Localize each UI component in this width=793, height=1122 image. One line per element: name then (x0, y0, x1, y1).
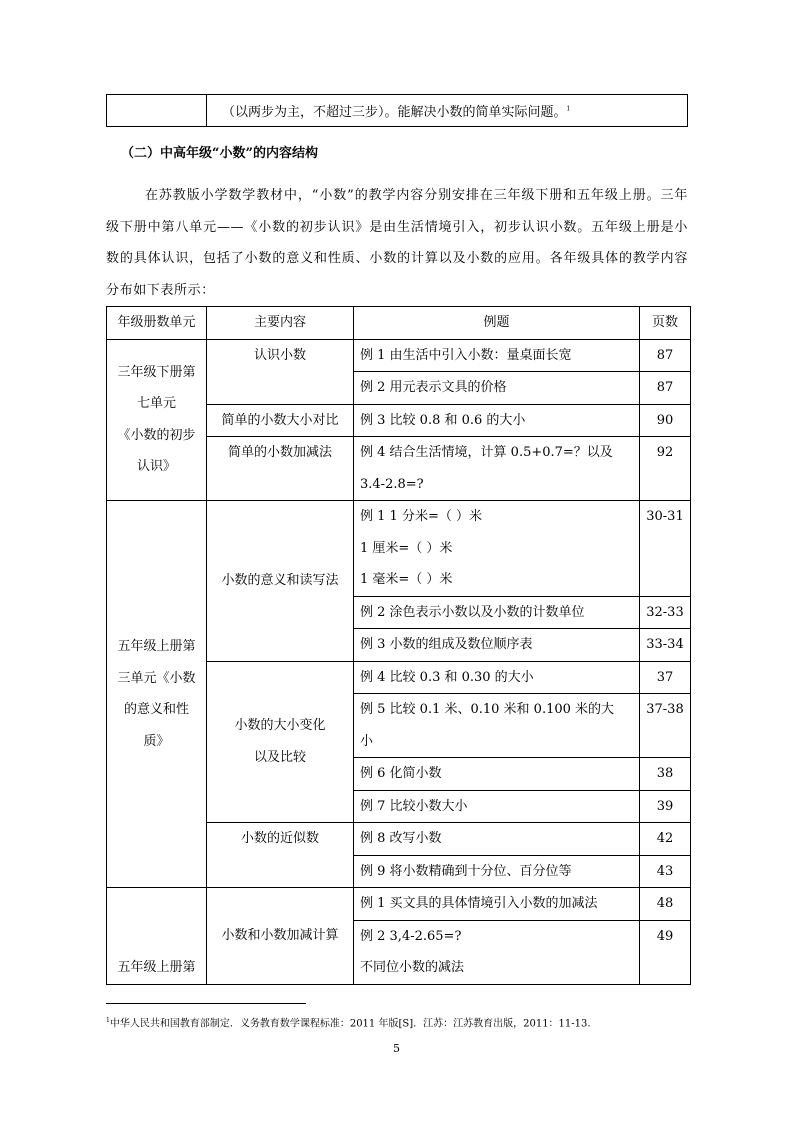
unit-line: 七单元 (136, 396, 176, 412)
page-cell: 33-34 (640, 629, 691, 662)
example-line: 例 3 小数的组成及数位顺序表 (360, 637, 533, 652)
example-cell (354, 694, 640, 758)
page-cell: 32-33 (640, 596, 691, 629)
unit-line: 质》 (143, 733, 170, 749)
page-cell: 87 (640, 372, 691, 405)
main-content-cell: 简单的小数加减法 (207, 437, 354, 501)
example-line: 例 2 用元表示文具的价格 (360, 380, 507, 395)
example-cell (354, 339, 640, 372)
table-header-row (107, 307, 691, 340)
unit-line: 五年级上册第 (117, 639, 196, 654)
header-main-content: 主要内容 (207, 307, 354, 340)
example-line: 3.4-2.8=? (360, 476, 424, 492)
page-cell: 39 (640, 790, 691, 823)
table-row (107, 501, 691, 597)
example-line: 1 毫米=（ ）米 (360, 572, 453, 587)
page-cell: 37-38 (640, 694, 691, 758)
unit-line: 的意义和性 (123, 702, 189, 717)
footnote (106, 1014, 591, 1031)
main-line: 小数的大小变化 (234, 718, 326, 734)
page-number: 5 (393, 1042, 400, 1055)
unit-line: 三单元《小数 (117, 670, 196, 686)
page-cell: 87 (640, 339, 691, 372)
page-cell: 37 (640, 661, 691, 694)
footnote-number: 1 (106, 1017, 110, 1024)
header-page: 页数 (640, 307, 691, 340)
section-heading: （二）中高年级“小数”的内容结构 (121, 146, 318, 161)
example-line: 例 8 改写小数 (360, 831, 442, 846)
example-cell (354, 855, 640, 888)
example-cell (354, 790, 640, 823)
unit-line: 《小数的初步 (117, 427, 196, 443)
example-line: 例 1 1 分米=（ ）米 (360, 509, 482, 524)
example-line: 例 3 比较 0.8 和 0.6 的大小 (360, 412, 526, 428)
example-line: 例 2 3,4-2.65=? (360, 928, 462, 944)
example-line: 不同位小数的减法 (360, 960, 465, 975)
example-cell (354, 888, 640, 921)
footnote-ref: 1 (566, 105, 571, 113)
example-line: 小 (360, 733, 374, 749)
cell-text: （以两步为主，不超过三步）。能解决小数的简单实际问题。 (222, 105, 567, 120)
example-line: 例 9 将小数精确到十分位、百分位等 (360, 863, 572, 879)
main-content-cell: 小数的近似数 (207, 823, 354, 888)
main-line: 以及比较 (253, 749, 306, 765)
example-cell (354, 920, 640, 984)
main-content-cell: 简单的小数大小对比 (207, 404, 354, 437)
header-example: 例题 (354, 307, 640, 340)
example-line: 例 5 比较 0.1 米、0.10 米和 0.100 米的大 (360, 702, 615, 717)
page-cell: 38 (640, 758, 691, 791)
example-cell (354, 437, 640, 501)
main-content-cell: 认识小数 (207, 339, 354, 404)
main-content-cell: 小数和小数加减计算 (207, 888, 354, 985)
table-cell (207, 95, 688, 127)
example-line: 例 6 化简小数 (360, 766, 442, 781)
example-cell (354, 404, 640, 437)
example-line: 例 7 比较小数大小 (360, 798, 468, 814)
footnote-text: 中华人民共和国教育部制定．义务教育数学课程标准：2011 年版[S]．江苏：江苏教育出版，2011：11-13. (109, 1018, 591, 1030)
page-cell: 48 (640, 888, 691, 921)
main-content-cell (207, 661, 354, 823)
page-cell: 42 (640, 823, 691, 856)
unit-line: 五年级上册第 (117, 960, 196, 975)
example-cell (354, 501, 640, 597)
example-line: 例 1 由生活中引入小数：量桌面长宽 (360, 347, 572, 363)
main-content-cell: 小数的意义和读写法 (207, 501, 354, 662)
table-row (107, 339, 691, 372)
unit-cell-grade5-unit3 (107, 501, 207, 888)
header-unit: 年级册数单元 (107, 307, 207, 340)
example-line: 例 4 比较 0.3 和 0.30 的大小 (360, 669, 534, 685)
example-line: 例 2 涂色表示小数以及小数的计数单位 (360, 604, 585, 620)
example-cell (354, 758, 640, 791)
page-cell: 43 (640, 855, 691, 888)
example-cell (354, 661, 640, 694)
unit-cell-grade3 (107, 339, 207, 501)
page-cell: 49 (640, 920, 691, 984)
footnote-separator (106, 1003, 306, 1004)
table-row (107, 888, 691, 921)
example-cell (354, 629, 640, 662)
page-cell: 30-31 (640, 501, 691, 597)
unit-line: 认识》 (136, 459, 176, 475)
unit-cell-grade5-next (107, 888, 207, 985)
body-paragraph: 在苏教版小学数学教材中，“小数”的教学内容分别安排在三年级下册和五年级上册。三年级下册中第八单元——《小数的初步认识》是由生活情境引入，初步认识小数。五年级上册是小数的具体认识，包括了小数的意义和性质、小数的计算以及小数的应用。各年级具体的教学内容分布如下表所示： (106, 188, 688, 298)
example-cell (354, 823, 640, 856)
example-line: 例 1 买文具的具体情境引入小数的加减法 (360, 896, 598, 911)
continued-table (106, 94, 688, 127)
page-cell: 90 (640, 404, 691, 437)
table-cell (107, 95, 207, 127)
example-line: 例 4 结合生活情境，计算 0.5+0.7=？以及 (360, 445, 613, 460)
unit-line: 三年级下册第 (117, 364, 196, 380)
example-cell (354, 372, 640, 405)
example-cell (354, 596, 640, 629)
example-line: 1 厘米=（ ）米 (360, 540, 453, 556)
content-distribution-table (106, 306, 691, 985)
page-cell: 92 (640, 437, 691, 501)
table-row (107, 95, 688, 127)
